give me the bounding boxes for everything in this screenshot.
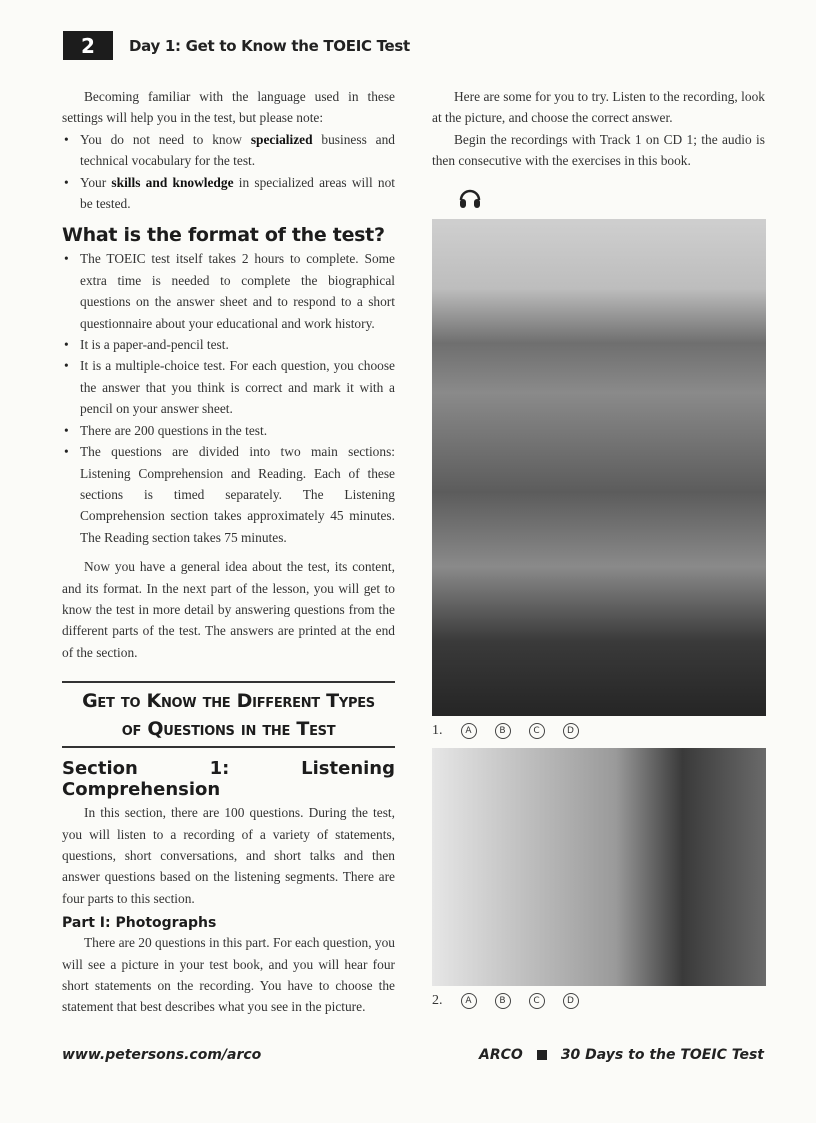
heading-line: of Questions in the Test [121, 718, 336, 741]
list-item: • The questions are divided into two main sections: Listening Comprehension and Reading. Each of these sections is timed separately. The Listening Comprehension section takes approximately 45 minutes. The Reading section takes 75 minutes. [62, 441, 395, 548]
section-box-heading [62, 681, 395, 748]
section1-paragraph: In this section, there are 100 questions. During the test, you will listen to a recording of a variety of statements, questions, short conversations, and short talks and then answer questions based on the listening segments. There are four parts to this section. [62, 805, 395, 906]
section1-heading: Section 1: Listening Comprehension [62, 758, 395, 801]
photo-engineers [432, 748, 766, 986]
track-paragraph: Begin the recordings with Track 1 on CD 1; the audio is then consecutive with the exercises in this book. [432, 131, 765, 169]
answer-choices-1 [432, 723, 579, 739]
photo-cyclists [432, 219, 766, 716]
list-item: • It is a paper-and-pencil test. [62, 334, 395, 355]
text: You do not need to know [80, 131, 251, 147]
book-title: 30 Days to the TOEIC Test [560, 1047, 764, 1063]
option-b[interactable]: B [495, 993, 511, 1009]
square-separator-icon [537, 1050, 547, 1060]
option-d[interactable]: D [563, 723, 579, 739]
list-item: • There are 200 questions in the test. [62, 420, 395, 441]
try-paragraph: Here are some for you to try. Listen to the recording, look at the picture, and choose the correct answer. [432, 89, 765, 126]
list-item [62, 129, 395, 172]
part1-paragraph: There are 20 questions in this part. For each question, you will see a picture in your test book, and you will hear four short statements on the recording. You have to choose the statement that best describes what you see in the picture. [62, 935, 395, 1015]
publisher: ARCO [479, 1047, 523, 1063]
heading-line: Get to Know the Different Types [82, 690, 375, 713]
page-header [63, 31, 410, 60]
question-number: 1. [432, 723, 443, 738]
headphones-icon [458, 186, 765, 214]
left-column [62, 86, 395, 1018]
option-c[interactable]: C [529, 723, 545, 739]
bold-text: skills and knowledge [111, 174, 234, 190]
list-item: • The TOEIC test itself takes 2 hours to complete. Some extra time is needed to complete the biographical questions on the answer sheet and to respond to a short questionnaire about your educational and work history. [62, 248, 395, 334]
part1-heading: Part I: Photographs [62, 915, 217, 932]
option-a[interactable]: A [461, 993, 477, 1009]
chapter-title: Day 1: Get to Know the TOEIC Test [129, 36, 410, 55]
text: in specialized areas will not be tested. [80, 174, 396, 212]
format-list [62, 248, 395, 548]
option-c[interactable]: C [529, 993, 545, 1009]
text: business and technical vocabulary for the test. [80, 131, 395, 169]
answer-choices-2 [432, 993, 579, 1009]
overview-paragraph: Now you have a general idea about the test, its content, and its format. In the next part of the lesson, you will get to know the test in more detail by answering questions from the different parts of the test. The answers are printed at the end of the section. [62, 559, 395, 660]
question-number: 2. [432, 993, 443, 1008]
intro-paragraph: Becoming familiar with the language used in these settings will help you in the test, but please note: [62, 89, 395, 126]
option-b[interactable]: B [495, 723, 511, 739]
list-item: • It is a multiple-choice test. For each question, you choose the answer that you think is correct and mark it with a pencil on your answer sheet. [62, 355, 395, 419]
footer-url: www.petersons.com/arco [62, 1047, 262, 1063]
list-item [62, 172, 395, 215]
text: Your [80, 174, 112, 190]
format-heading: What is the format of the test? [62, 224, 385, 247]
page-number: 2 [63, 31, 113, 60]
option-d[interactable]: D [563, 993, 579, 1009]
right-column [432, 86, 765, 214]
option-a[interactable]: A [461, 723, 477, 739]
notes-list [62, 129, 395, 215]
footer-book [479, 1047, 764, 1063]
bold-text: specialized [250, 131, 313, 147]
